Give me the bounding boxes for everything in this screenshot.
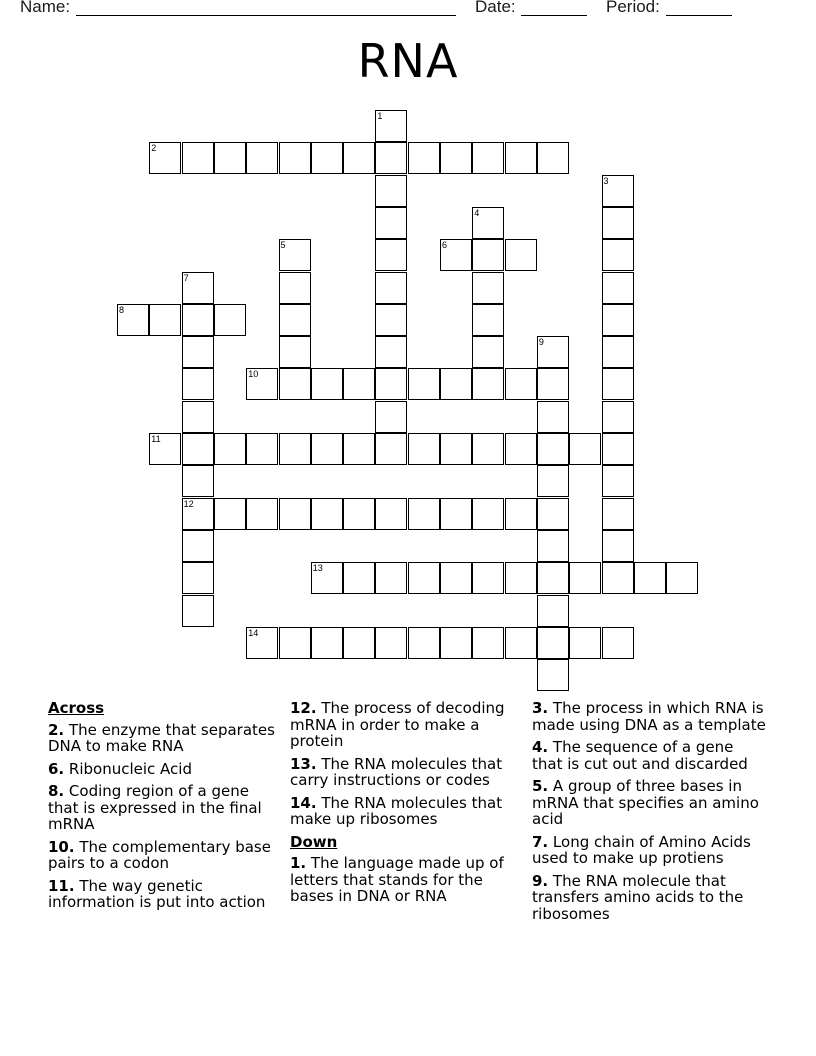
clue-number-label: 3 [603, 175, 609, 186]
grid-cell[interactable] [375, 142, 407, 174]
grid-cell[interactable] [279, 433, 311, 465]
grid-cell[interactable] [602, 562, 634, 594]
grid-cell[interactable] [182, 304, 214, 336]
grid-cell[interactable] [375, 498, 407, 530]
grid-cell[interactable] [311, 433, 343, 465]
grid-cell[interactable] [214, 498, 246, 530]
down-heading: Down [290, 832, 338, 851]
grid-cell[interactable] [343, 562, 375, 594]
grid-cell[interactable] [214, 304, 246, 336]
grid-cell[interactable] [440, 562, 472, 594]
grid-cell[interactable] [602, 465, 634, 497]
grid-cell[interactable] [182, 562, 214, 594]
grid-cell[interactable] [537, 627, 569, 659]
grid-cell[interactable] [279, 368, 311, 400]
grid-cell[interactable] [214, 142, 246, 174]
clue-number-label: 10 [248, 369, 259, 380]
grid-cell[interactable] [537, 595, 569, 627]
grid-cell[interactable] [311, 142, 343, 174]
clue-across-10: 10. The complementary base pairs to a codon [48, 837, 271, 872]
grid-cell[interactable] [182, 272, 214, 304]
grid-cell[interactable] [375, 562, 407, 594]
grid-cell[interactable] [537, 562, 569, 594]
grid-cell[interactable] [440, 239, 472, 271]
grid-cell[interactable] [602, 627, 634, 659]
grid-cell[interactable] [311, 498, 343, 530]
grid-cell[interactable] [343, 142, 375, 174]
grid-cell[interactable] [246, 368, 278, 400]
clue-down-3: 3. The process in which RNA is made using DNA as a template [532, 699, 766, 734]
grid-cell[interactable] [602, 336, 634, 368]
grid-cell[interactable] [440, 368, 472, 400]
clue-down-7: 7. Long chain of Amino Acids used to make up protiens [532, 832, 751, 867]
grid-cell[interactable] [602, 368, 634, 400]
grid-cell[interactable] [117, 304, 149, 336]
grid-cell[interactable] [569, 433, 601, 465]
grid-cell[interactable] [375, 433, 407, 465]
grid-cell[interactable] [214, 433, 246, 465]
clue-column-1 [48, 700, 284, 917]
grid-cell[interactable] [182, 530, 214, 562]
grid-cell[interactable] [149, 304, 181, 336]
clue-number-label: 9 [538, 337, 544, 348]
clue-number-label: 1 [377, 111, 383, 121]
clue-across-13: 13. The RNA molecules that carry instructions or codes [290, 754, 503, 789]
date-label: Date: [475, 0, 516, 16]
clue-number-label: 12 [183, 498, 194, 509]
grid-cell[interactable] [343, 627, 375, 659]
clue-across-14: 14. The RNA molecules that make up ribosomes [290, 793, 503, 828]
grid-cell[interactable] [246, 498, 278, 530]
clue-number-label: 13 [312, 563, 323, 574]
grid-cell[interactable] [182, 465, 214, 497]
page-title: RNA [357, 34, 459, 88]
grid-cell[interactable] [182, 498, 214, 530]
grid-cell[interactable] [408, 498, 440, 530]
clue-column-2 [290, 700, 516, 911]
grid-cell[interactable] [472, 336, 504, 368]
clue-number-label: 7 [183, 272, 189, 283]
grid-cell[interactable] [602, 175, 634, 207]
grid-cell[interactable] [375, 207, 407, 239]
grid-cell[interactable] [246, 627, 278, 659]
grid-cell[interactable] [246, 142, 278, 174]
grid-cell[interactable] [375, 239, 407, 271]
grid-cell[interactable] [343, 368, 375, 400]
clue-number-label: 8 [119, 304, 125, 315]
grid-cell[interactable] [182, 336, 214, 368]
grid-cell[interactable] [375, 336, 407, 368]
grid-cell[interactable] [440, 498, 472, 530]
grid-cell[interactable] [375, 627, 407, 659]
grid-cell[interactable] [311, 368, 343, 400]
clue-across-2: 2. The enzyme that separates DNA to make RNA [48, 720, 275, 755]
grid-cell[interactable] [537, 368, 569, 400]
grid-cell[interactable] [182, 401, 214, 433]
clue-across-6: 6. Ribonucleic Acid [48, 759, 192, 778]
clue-down-1: 1. The language made up of letters that stands for the bases in DNA or RNA [290, 854, 504, 905]
clue-number-label: 4 [474, 207, 480, 218]
grid-cell[interactable] [311, 627, 343, 659]
grid-cell[interactable] [505, 562, 537, 594]
grid-cell[interactable] [666, 562, 698, 594]
grid-cell[interactable] [472, 304, 504, 336]
clue-across-12: 12. The process of decoding mRNA in order to make a protein [290, 699, 505, 750]
clue-number-label: 2 [151, 143, 157, 154]
grid-cell[interactable] [375, 272, 407, 304]
grid-cell[interactable] [311, 562, 343, 594]
clue-across-8: 8. Coding region of a gene that is expressed in the final mRNA [48, 782, 262, 833]
period-label: Period: [606, 0, 660, 16]
grid-cell[interactable] [375, 368, 407, 400]
grid-cell[interactable] [472, 207, 504, 239]
clue-down-5: 5. A group of three bases in mRNA that specifies an amino acid [532, 777, 759, 828]
grid-cell[interactable] [472, 142, 504, 174]
across-heading: Across [48, 699, 105, 717]
grid-cell[interactable] [375, 401, 407, 433]
grid-cell[interactable] [602, 272, 634, 304]
grid-cell[interactable] [440, 142, 472, 174]
clue-down-4: 4. The sequence of a gene that is cut out and discarded [532, 738, 748, 773]
grid-cell[interactable] [602, 433, 634, 465]
grid-cell[interactable] [505, 368, 537, 400]
grid-cell[interactable] [408, 368, 440, 400]
grid-cell[interactable] [440, 433, 472, 465]
clue-number-label: 11 [151, 434, 161, 444]
grid-cell[interactable] [279, 272, 311, 304]
grid-cell[interactable] [569, 562, 601, 594]
grid-cell[interactable] [602, 304, 634, 336]
grid-cell[interactable] [537, 336, 569, 368]
grid-cell[interactable] [537, 659, 569, 691]
grid-cell[interactable] [408, 627, 440, 659]
grid-cell[interactable] [343, 433, 375, 465]
grid-cell[interactable] [408, 142, 440, 174]
clue-down-9: 9. The RNA molecule that transfers amino acids to the ribosomes [532, 871, 744, 923]
grid-cell[interactable] [375, 304, 407, 336]
grid-cell[interactable] [602, 239, 634, 271]
grid-cell[interactable] [505, 498, 537, 530]
grid-cell[interactable] [537, 465, 569, 497]
grid-cell[interactable] [375, 110, 407, 142]
grid-cell[interactable] [472, 498, 504, 530]
clue-across-11: 11. The way genetic information is put into action [48, 876, 266, 911]
grid-cell[interactable] [279, 239, 311, 271]
grid-cell[interactable] [505, 239, 537, 271]
name-label: Name: [20, 0, 71, 16]
grid-cell[interactable] [343, 498, 375, 530]
grid-cell[interactable] [505, 627, 537, 659]
grid-cell[interactable] [440, 627, 472, 659]
clue-column-3 [532, 700, 768, 928]
grid-cell[interactable] [408, 433, 440, 465]
grid-cell[interactable] [408, 562, 440, 594]
grid-cell[interactable] [246, 433, 278, 465]
grid-cell[interactable] [182, 368, 214, 400]
grid-cell[interactable] [537, 401, 569, 433]
grid-cell[interactable] [182, 433, 214, 465]
grid-cell[interactable] [602, 207, 634, 239]
grid-cell[interactable] [602, 498, 634, 530]
grid-cell[interactable] [279, 627, 311, 659]
grid-cell[interactable] [537, 530, 569, 562]
grid-cell[interactable] [472, 562, 504, 594]
clue-number-label: 6 [442, 240, 448, 251]
grid-cell[interactable] [537, 498, 569, 530]
grid-cell[interactable] [602, 401, 634, 433]
grid-cell[interactable] [505, 142, 537, 174]
grid-cell[interactable] [472, 433, 504, 465]
grid-cell[interactable] [602, 530, 634, 562]
clue-number-label: 14 [248, 627, 259, 638]
grid-cell[interactable] [279, 498, 311, 530]
grid-cell[interactable] [472, 272, 504, 304]
grid-cell[interactable] [182, 595, 214, 627]
grid-cell[interactable] [537, 142, 569, 174]
grid-cell[interactable] [505, 433, 537, 465]
grid-cell[interactable] [279, 304, 311, 336]
grid-cell[interactable] [472, 627, 504, 659]
grid-cell[interactable] [472, 239, 504, 271]
clue-number-label: 5 [280, 240, 286, 251]
grid-cell[interactable] [182, 142, 214, 174]
grid-cell[interactable] [537, 433, 569, 465]
grid-cell[interactable] [634, 562, 666, 594]
grid-cell[interactable] [279, 336, 311, 368]
grid-cell[interactable] [375, 175, 407, 207]
grid-cell[interactable] [472, 368, 504, 400]
grid-cell[interactable] [569, 627, 601, 659]
grid-cell[interactable] [149, 142, 181, 174]
grid-cell[interactable] [279, 142, 311, 174]
grid-cell[interactable] [149, 433, 181, 465]
